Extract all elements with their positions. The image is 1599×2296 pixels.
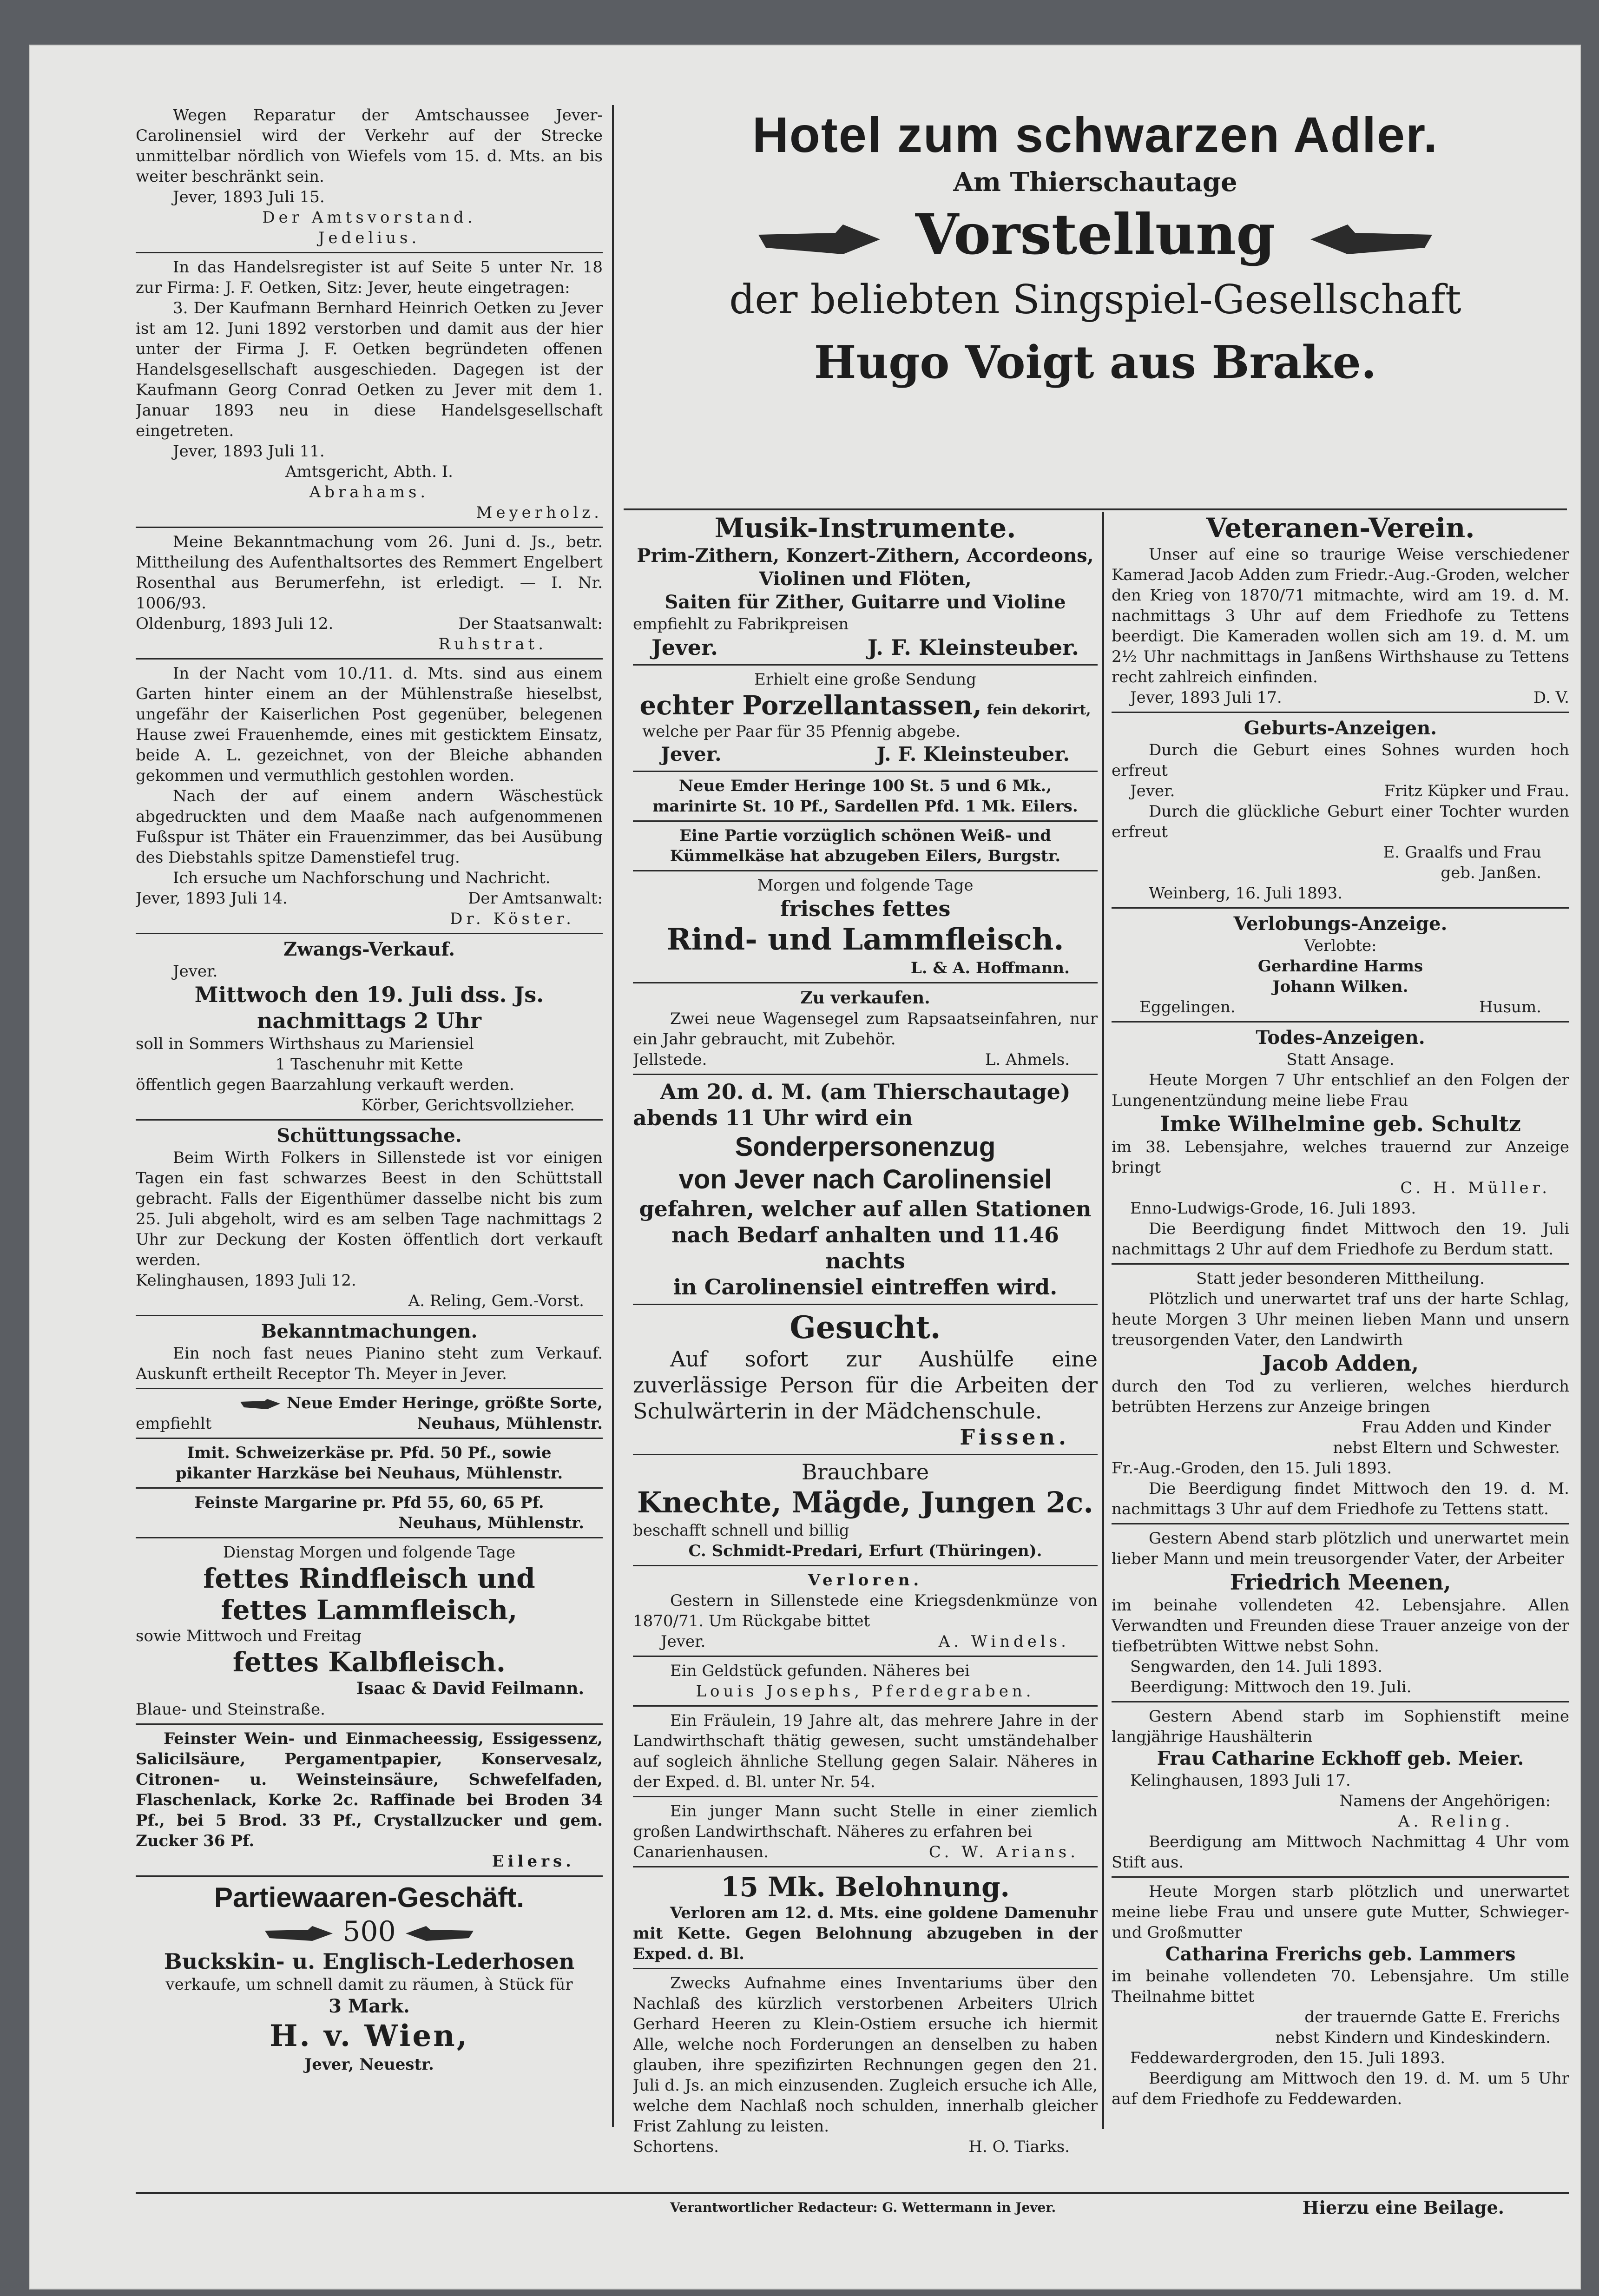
death2-text2: durch den Tod zu verlieren, welches hierdurch betrübten Herzens zur Anzeige bringen (1112, 1377, 1569, 1416)
notice-register-name: Abrahams. (309, 483, 429, 501)
position-text: Ein Fräulein, 19 Jahre alt, das mehrere Jahre in der Landwirthschaft thätig gewesen, sucht umständehalber auf sogleich ähnliche Stellung gegen Salair. Näheres in der Exped. d. Bl. unter Nr. 54. (633, 1711, 1098, 1791)
meat-ad-line1: Dienstag Morgen und folgende Tage (223, 1543, 516, 1562)
death5-sign2: nebst Kindern und Kindeskindern. (1275, 2028, 1551, 2047)
found-line1: Ein Geldstück gefunden. Näheres bei (670, 1662, 970, 1680)
footer-row (136, 2197, 1569, 2218)
death5-name: Catharina Frerichs geb. Lammers (1165, 1943, 1516, 1965)
cheese-line2: Kümmelkäse hat abzugeben Eilers, Burgstr. (670, 847, 1061, 865)
forced-sale-sign: Körber, Gerichtsvollzieher. (361, 1096, 575, 1115)
death5-date: Feddewardergroden, den 15. Juli 1893. (1130, 2049, 1446, 2067)
porcelain-line1: Erhielt eine große Sendung (754, 670, 976, 689)
cheese-ad-line2: pikanter Harzkäse bei Neuhaus, Mühlenstr. (175, 1464, 563, 1483)
reward-text: Verloren am 12. d. Mts. eine goldene Damenuhr mit Kette. Gegen Belohnung abzugeben in der Exped. d. Bl. (633, 1904, 1098, 1963)
death2-label: Statt jeder besonderen Mittheilung. (1196, 1269, 1485, 1288)
column-rule (624, 508, 1567, 510)
porcelain-footer (633, 742, 1098, 767)
lost-title: Verloren. (808, 1571, 923, 1590)
notice-road-date: Jever, 1893 Juli 15. (173, 188, 325, 206)
page-footer (136, 2192, 1569, 2218)
herring-ad-sign: Neuhaus, Mühlenstr. (417, 1414, 603, 1433)
veterans-sign: D. V. (1533, 688, 1569, 707)
inventory-footer (633, 2137, 1098, 2157)
servants-line2: beschafft schnell und billig (633, 1521, 849, 1540)
divider (136, 933, 603, 934)
births-text1: Durch die Geburt eines Sohnes wurden hoch erfreut (1112, 741, 1569, 780)
column-middle (633, 512, 1098, 2210)
engagement-name2: Johann Wilken. (1272, 977, 1408, 996)
herring-ad-recommend: empfiehlt (136, 1414, 212, 1433)
young-man-text: Ein junger Mann sucht Stelle in einer ziemlich großen Landwirthschaft. Näheres zu erfahren bei (633, 1802, 1098, 1841)
death3-name: Friedrich Meenen, (1230, 1570, 1451, 1595)
music-line3: Saiten für Zither, Guitarre und Violine (665, 591, 1066, 613)
births-sign2: E. Graalfs und Frau (1383, 843, 1541, 862)
servants-heading: Knechte, Mägde, Jungen 2c. (637, 1485, 1094, 1519)
death2-sign1: Frau Adden und Kinder (1362, 1418, 1551, 1437)
divider (136, 527, 603, 528)
herring-line2: marinirte St. 10 Pf., Sardellen Pfd. 1 Mk. Eilers. (652, 797, 1078, 816)
divider (633, 1454, 1098, 1455)
servants-line1: Brauchbare (801, 1459, 929, 1484)
death2-text: Plötzlich und unerwartet traf uns der harte Schlag, heute Morgen 3 Uhr meinen lieben Mann und unsern treusorgenden Vater, den Landwirth (1112, 1290, 1569, 1349)
death4-text: Gestern Abend starb im Sophienstift meine langjährige Haushälterin (1112, 1707, 1569, 1746)
herring-ad-text: Neue Emder Heringe, größte Sorte, (286, 1394, 603, 1412)
death1-text: Heute Morgen 7 Uhr entschlief an den Folgen der Lungenentzündung meine liebe Frau (1112, 1071, 1569, 1110)
partiewaaren-heading: Buckskin- u. Englisch-Lederhosen (164, 1949, 575, 1974)
schuettung-sign: A. Reling, Gem.-Vorst. (408, 1292, 584, 1310)
vinegar-ad-text: Feinster Wein- und Einmacheessig, Essigessenz, Salicilsäure, Pergamentpapier, Konservesalz, Citronen- u. Weinsteinsäure, Schwefelfaden, Flaschenlack, Korke 2c. Raffinade bei Broden 34 Pf., bei 5 Brod. 33 Pf., Crystallzucker und gem. Zucker 36 Pf. (136, 1729, 603, 1850)
divider (1112, 1263, 1569, 1265)
partiewaaren-price: 3 Mark. (329, 1995, 410, 2017)
births-date: Weinberg, 16. Juli 1893. (1149, 884, 1342, 903)
column-right (1112, 512, 1569, 2210)
engagement-title: Verlobungs-Anzeige. (1233, 913, 1448, 935)
music-line4: empfiehlt zu Fabrikpreisen (633, 615, 849, 633)
train-line5: gefahren, welcher auf allen Stationen (639, 1196, 1092, 1221)
divider (633, 1656, 1098, 1657)
notice-prosecutor-footer (136, 614, 603, 634)
sale-footer (633, 1049, 1098, 1070)
death4-burial: Beerdigung am Mittwoch Nachmittag 4 Uhr vom Stift aus. (1112, 1833, 1569, 1872)
notice-theft-text3: Ich ersuche um Nachforschung und Nachricht. (173, 869, 551, 887)
schuettung-text: Beim Wirth Folkers in Sillenstede ist vor einigen Tagen ein fast schwarzes Beest in den Schüttstall gebracht. Falls der Eigenthümer dasselbe nicht bis zum 25. Juli abgeholt, wird es am selben Tage nachmittags 2 Uhr zur Deckung der Kosten öffentlich dort verkauft werden. (136, 1148, 603, 1269)
engagement-label: Verlobte: (1304, 937, 1377, 955)
footer-supplement: Hierzu eine Beilage. (1302, 2197, 1504, 2218)
divider (136, 1388, 603, 1389)
divider (633, 1866, 1098, 1867)
death2-sign2: nebst Eltern und Schwester. (1333, 1438, 1560, 1457)
divider (633, 1565, 1098, 1566)
hotel-subtitle: Am Thierschautage (953, 167, 1237, 198)
births-place1: Jever. (1130, 782, 1175, 800)
death4-name: Frau Catharine Eckhoff geb. Meier. (1157, 1748, 1524, 1769)
partiewaaren-number: 500 (342, 1915, 396, 1948)
column-rule (1102, 512, 1104, 2129)
notice-theft-text2: Nach der auf einem andern Wäschestück abgedruckten und dem Maaße nach aufgenommenen Fußspur ist Thäter ein Frauenzimmer, das bei Ausübung des Diebstahls spitze Damenstiefel trug. (136, 787, 603, 867)
partiewaaren-title: Partiewaaren-Geschäft. (214, 1882, 524, 1913)
schuettung-date: Kelinghausen, 1893 Juli 12. (136, 1271, 356, 1290)
notice-register-text: In das Handelsregister ist auf Seite 5 unter Nr. 18 zur Firma: J. F. Oetken, Sitz: Jever, heute eingetragen: (136, 258, 603, 297)
announcements-title: Bekanntmachungen. (261, 1320, 478, 1342)
music-footer (633, 634, 1098, 660)
notice-prosecutor-name: Ruhstrat. (438, 635, 547, 653)
forced-sale-text1: soll in Sommers Wirthshaus zu Mariensiel (136, 1035, 474, 1053)
veterans-title: Veteranen-Verein. (1206, 512, 1475, 544)
death2-name: Jacob Adden, (1262, 1351, 1419, 1376)
divider (633, 820, 1098, 822)
footer-editor: Verantwortlicher Redacteur: G. Wettermann in Jever. (670, 2200, 1056, 2215)
divider (1112, 1876, 1569, 1878)
column-left (136, 105, 603, 2210)
found-line2: Louis Josephs, Pferdegraben. (696, 1682, 1035, 1701)
hotel-line: der beliebten Singspiel-Gesellschaft (729, 277, 1461, 323)
engagement-place2: Husum. (1479, 998, 1541, 1016)
divider (633, 982, 1098, 983)
meat-ad-sign: Isaac & David Feilmann. (356, 1679, 584, 1698)
forced-sale-text2: 1 Taschenuhr mit Kette (275, 1055, 463, 1074)
herring-line1: Neue Emder Heringe 100 St. 5 und 6 Mk., (678, 777, 1052, 795)
partiewaaren-address: Jever, Neuestr. (304, 2055, 434, 2074)
notice-theft-text: In der Nacht vom 10./11. d. Mts. sind aus einem Garten hinter einem an der Mühlenstraße hieselbst, ungefähr der Kaiserlichen Post gegenüber, belegenen Hause zwei Frauenhemde, eines mit gesticktem Einsatz, beide A. L. gezeichnet, von der Bleiche abhanden gekommen und vermuthlich gestohlen worden. (136, 664, 603, 785)
death1-sign: C. H. Müller. (1400, 1179, 1551, 1197)
engagement-places (1112, 997, 1569, 1017)
porcelain-sign: J. F. Kleinsteuber. (876, 743, 1070, 765)
hotel-main: Vorstellung (915, 202, 1276, 267)
porcelain-small: fein dekorirt, (987, 702, 1091, 718)
margarine-ad-line2: Neuhaus, Mühlenstr. (398, 1514, 584, 1532)
notice-road-text: Wegen Reparatur der Amtschaussee Jever-Carolinensiel wird der Verkehr auf der Strecke unmittelbar nördlich von Wiefels vom 15. d. Mts. an bis weiter beschränkt sein. (136, 106, 603, 186)
death5-sign1: der trauernde Gatte E. Frerichs (1304, 2008, 1560, 2026)
porcelain-place: Jever. (661, 743, 722, 765)
porcelain-heading: echter Porzellantassen, (639, 690, 982, 721)
meat-ad-heading3: fettes Kalbfleisch. (232, 1646, 506, 1678)
partiewaaren-number-row (136, 1915, 603, 1948)
notice-prosecutor-sign: Der Staatsanwalt: (458, 614, 603, 633)
vinegar-ad-sign: Eilers. (492, 1852, 575, 1871)
divider (136, 1723, 603, 1725)
pointing-hand-icon (264, 1924, 334, 1943)
wanted-sign: Fissen. (960, 1425, 1070, 1450)
divider (136, 1315, 603, 1316)
lost-sign: A. Windels. (938, 1632, 1070, 1651)
young-man-sign: C. W. Arians. (928, 1843, 1079, 1861)
pointing-hand-icon (239, 1397, 281, 1411)
reward-title: 15 Mk. Belohnung. (721, 1871, 1010, 1903)
engagement-name1: Gerhardine Harms (1257, 957, 1423, 976)
divider (633, 1796, 1098, 1797)
divider (136, 1875, 603, 1877)
lost-text: Gestern in Sillenstede eine Kriegsdenkmünze von 1870/71. Um Rückgabe bittet (633, 1591, 1098, 1630)
veterans-text: Unser auf eine so traurige Weise verschiedener Kamerad Jacob Adden zum Friedr.-Aug.-Groden, welcher den Krieg von 1870/71 mitmachte, wird am 19. d. M. nachmittags 3 Uhr auf dem Friedhofe zu Tettens beerdigt. Die Kameraden wollen sich am 19. d. M. um 2½ Uhr nachmittags in Janßens Wirthshause zu Tettens recht zahlreich einfinden. (1112, 545, 1569, 686)
death1-name: Imke Wilhelmine geb. Schultz (1160, 1111, 1521, 1136)
notice-register-date: Jever, 1893 Juli 11. (173, 442, 325, 461)
herring-ad-line2 (136, 1413, 603, 1434)
death3-burial: Beerdigung: Mittwoch den 19. Juli. (1130, 1678, 1412, 1696)
hotel-ad (624, 105, 1567, 509)
divider (633, 870, 1098, 871)
inventory-text: Zwecks Aufnahme eines Inventariums über den Nachlaß des kürzlich verstorbenen Arbeiters Ulrich Gerhard Heeren zu Klein-Ostiem ersuche ich hiermit Alle, welche noch Forderungen an denselben zu haben glauben, ihre spezifizirten Rechnungen gegen den 21. Juli d. Js. an mich einzusenden. Zugleich ersuche ich Alle, welche dem Nachlaß noch schulden, innerhalb gleicher Frist Zahlung zu leisten. (633, 1974, 1098, 2136)
births-sign1: Fritz Küpker und Frau. (1384, 782, 1569, 800)
notice-road-sign: Der Amtsvorstand. (262, 208, 476, 227)
deaths-label: Statt Ansage. (1286, 1050, 1395, 1069)
porcelain-line2: welche per Paar für 35 Pfennig abgebe. (642, 722, 961, 741)
notice-road-name: Jedelius. (318, 229, 421, 247)
death2-burial: Die Beerdigung findet Mittwoch den 19. d. M. nachmittags 3 Uhr auf dem Friedhofe zu Tettens statt. (1112, 1479, 1569, 1518)
death4-date: Kelinghausen, 1893 Juli 17. (1130, 1771, 1351, 1790)
forced-sale-place: Jever. (173, 962, 218, 981)
train-line1: Am 20. d. M. (am Thierschautage) (660, 1079, 1071, 1104)
death1-burial: Die Beerdigung findet Mittwoch den 19. Juli nachmittags 2 Uhr auf dem Friedhofe zu Berdum statt. (1112, 1220, 1569, 1259)
notice-theft-footer (136, 888, 603, 909)
young-man-place: Canarienhausen. (633, 1843, 769, 1861)
sale-place: Jellstede. (633, 1050, 707, 1069)
engagement-place1: Eggelingen. (1139, 998, 1236, 1016)
notice-prosecutor-date: Oldenburg, 1893 Juli 12. (136, 614, 334, 633)
death1-text2: im 38. Lebensjahre, welches trauernd zur Anzeige bringt (1112, 1138, 1569, 1177)
wanted-text: Auf sofort zur Aushülfe eine zuverlässige Person für die Arbeiten der Schulwärterin in der Mädchenschule. (633, 1346, 1098, 1424)
porcelain-heading-row (633, 690, 1098, 721)
death2-date: Fr.-Aug.-Groden, den 15. Juli 1893. (1112, 1459, 1392, 1478)
sale-sign: L. Ahmels. (985, 1050, 1070, 1069)
pointing-hand-icon (1309, 221, 1434, 258)
death5-text2: im beinahe vollendeten 70. Lebensjahre. Um stille Theilnahme bittet (1112, 1967, 1569, 2006)
divider (136, 1537, 603, 1538)
divider (136, 252, 603, 253)
death5-burial: Beerdigung am Mittwoch den 19. d. M. um 5 Uhr auf dem Friedhofe zu Feddewarden. (1112, 2069, 1569, 2108)
partiewaaren-name: H. v. Wien, (270, 2019, 469, 2053)
forced-sale-text3: öffentlich gegen Baarzahlung verkauft werden. (136, 1075, 514, 1094)
newspaper-page (29, 45, 1581, 2289)
notice-theft-date: Jever, 1893 Juli 14. (136, 889, 288, 908)
music-place: Jever. (651, 635, 718, 660)
divider (633, 1705, 1098, 1707)
schuettung-title: Schüttungssache. (276, 1125, 462, 1147)
column-rule (612, 105, 614, 2127)
divider (1112, 1523, 1569, 1524)
meat2-line2: frisches fettes (780, 896, 951, 921)
births-sign3: geb. Janßen. (1441, 864, 1541, 882)
sale-text: Zwei neue Wagensegel zum Rapsaatseinfahren, nur ein Jahr gebraucht, mit Zubehör. (633, 1009, 1098, 1049)
divider (136, 1119, 603, 1121)
veterans-date: Jever, 1893 Juli 17. (1130, 688, 1282, 707)
divider (136, 1438, 603, 1439)
notice-register-text2: 3. Der Kaufmann Bernhard Heinrich Oetken zu Jever ist am 12. Juni 1892 verstorben und damit aus der hier unter der Firma J. F. Oetken begründeten offenen Handelsgesellschaft ausgeschieden. Dagegen ist der Kaufmann Georg Conrad Oetken zu Jever mit dem 1. Januar 1893 neu in diese Handelsgesellschaft eingetreten. (136, 299, 603, 440)
herring-ad-line1 (136, 1393, 603, 1413)
pointing-hand-icon (757, 221, 882, 258)
divider (633, 1074, 1098, 1075)
music-sign: J. F. Kleinsteuber. (867, 635, 1079, 660)
births-text2: Durch die glückliche Geburt einer Tochter wurden erfreut (1112, 802, 1569, 841)
divider (1112, 1021, 1569, 1023)
death3-text2: im beinahe vollendeten 42. Lebensjahre. Allen Verwandten und Freunden diese Trauer anzeige von der tiefbetrübten Wittwe nebst Sohn. (1112, 1596, 1569, 1656)
train-line7: in Carolinensiel eintreffen wird. (673, 1274, 1058, 1300)
death5-text: Heute Morgen starb plötzlich und unerwartet meine liebe Frau und unsere gute Mutter, Schwieger- und Großmutter (1112, 1882, 1569, 1942)
divider (136, 1487, 603, 1489)
hotel-title: Hotel zum schwarzen Adler. (752, 106, 1439, 163)
death4-sign1: Namens der Angehörigen: (1339, 1792, 1551, 1810)
veterans-footer (1112, 687, 1569, 708)
forced-sale-time: nachmittags 2 Uhr (257, 1008, 482, 1033)
partiewaaren-text: verkaufe, um schnell damit zu räumen, à Stück für (165, 1975, 573, 1994)
births-footer1 (1112, 781, 1569, 801)
divider (136, 658, 603, 660)
meat2-line1: Morgen und folgende Tage (757, 876, 974, 895)
divider (633, 1968, 1098, 1969)
hotel-name: Hugo Voigt aus Brake. (814, 336, 1377, 389)
wanted-title: Gesucht. (790, 1309, 941, 1346)
death3-text: Gestern Abend starb plötzlich und unerwartet mein lieber Mann und mein treusorgender Vater, der Arbeiter (1112, 1529, 1569, 1568)
cheese-line1: Eine Partie vorzüglich schönen Weiß- und (679, 826, 1052, 845)
divider (1112, 1701, 1569, 1702)
servants-sign: C. Schmidt-Predari, Erfurt (Thüringen). (688, 1542, 1042, 1560)
divider (1112, 712, 1569, 713)
pointing-hand-icon (405, 1924, 474, 1943)
meat-ad-heading1: fettes Rindfleisch und (203, 1563, 535, 1594)
lost-footer (633, 1631, 1098, 1652)
lost-place: Jever. (661, 1632, 706, 1651)
notice-register-sign: Amtsgericht, Abth. I. (285, 462, 453, 481)
music-line2: Violinen und Flöten, (759, 568, 972, 590)
notice-register-name2: Meyerholz. (476, 503, 603, 522)
hotel-main-row (624, 200, 1567, 270)
inventory-sign: H. O. Tiarks. (968, 2138, 1070, 2156)
death1-date: Enno-Ludwigs-Grode, 16. Juli 1893. (1130, 1199, 1416, 1218)
forced-sale-when: Mittwoch den 19. Juli dss. Js. (194, 982, 544, 1007)
death4-sign2: A. Reling. (1398, 1812, 1513, 1831)
meat-ad-address: Blaue- und Steinstraße. (136, 1700, 325, 1719)
train-line4: von Jever nach Carolinensiel (678, 1164, 1052, 1194)
cheese-ad-line1: Imit. Schweizerkäse pr. Pfd. 50 Pf., sowie (187, 1444, 552, 1462)
meat2-heading: Rind- und Lammfleisch. (666, 922, 1064, 957)
births-title: Geburts-Anzeigen. (1244, 717, 1437, 739)
meat-ad-line2: sowie Mittwoch und Freitag (136, 1627, 362, 1645)
death3-date: Sengwarden, den 14. Juli 1893. (1130, 1657, 1382, 1676)
forced-sale-title: Zwangs-Verkauf. (283, 938, 455, 960)
divider (1112, 907, 1569, 909)
music-line1: Prim-Zithern, Konzert-Zithern, Accordeons, (637, 545, 1094, 567)
meat-ad-heading2: fettes Lammfleisch, (221, 1594, 518, 1626)
deaths-title: Todes-Anzeigen. (1256, 1027, 1425, 1049)
young-man-footer (633, 1842, 1098, 1862)
meat2-sign: L. & A. Hoffmann. (910, 959, 1070, 977)
train-line3: Sonderpersonenzug (735, 1132, 996, 1162)
notice-prosecutor-text: Meine Bekanntmachung vom 26. Juni d. Js., betr. Mittheilung des Aufenthaltsortes des Remmert Engelbert Rosenthal aus Berumerfehn, ist erledigt. — I. Nr. 1006/93. (136, 533, 603, 613)
notice-theft-sign: Der Amtsanwalt: (468, 889, 603, 908)
divider (633, 771, 1098, 772)
notice-theft-name: Dr. Köster. (450, 910, 575, 928)
announcements-text: Ein noch fast neues Pianino steht zum Verkauf. Auskunft ertheilt Receptor Th. Meyer in Jever. (136, 1344, 603, 1383)
inventory-place: Schortens. (633, 2138, 719, 2156)
divider (633, 664, 1098, 666)
margarine-ad-line1: Feinste Margarine pr. Pfd 55, 60, 65 Pf. (194, 1493, 544, 1512)
divider (633, 1304, 1098, 1305)
train-line6: nach Bedarf anhalten und 11.46 nachts (671, 1222, 1059, 1273)
sale-title: Zu verkaufen. (800, 988, 930, 1008)
music-title: Musik-Instrumente. (714, 512, 1016, 544)
train-line2: abends 11 Uhr wird ein (633, 1105, 913, 1130)
